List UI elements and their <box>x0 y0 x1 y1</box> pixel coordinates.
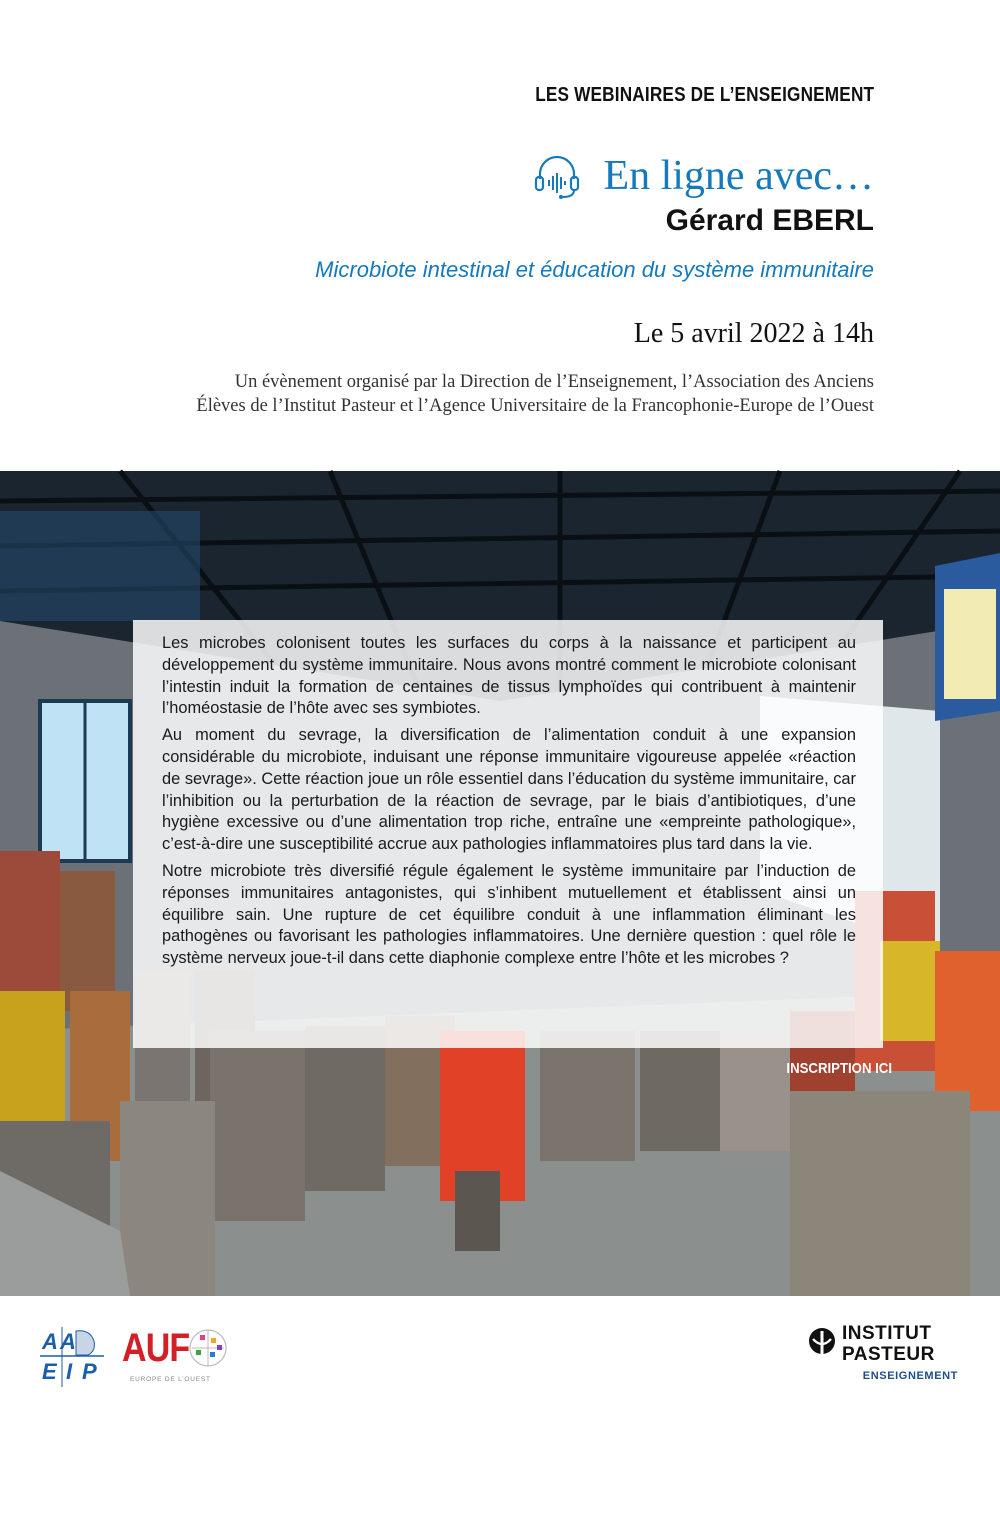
abstract-box <box>133 620 883 1048</box>
pasteur-line-1: INSTITUT <box>842 1323 932 1344</box>
organizer-statement <box>114 370 874 418</box>
auf-logo <box>122 1326 232 1386</box>
speaker-name: Gérard EBERL <box>665 204 874 237</box>
abstract-paragraph-1: Les microbes colonisent toutes les surfaces du corps à la naissance et participent au développement du système immunitaire. Nous avons montré comment le microbiote colonisant l’intestin induit la formation de centaines de tissus lymphoïdes qui contribuent à maintenir l’homéostasie de l’hôte avec ses symbiotes. <box>162 634 856 718</box>
organizer-line-2: Élèves de l’Institut Pasteur et l’Agence Universitaire de la Francophonie-Europe de l’Ouest <box>196 396 874 416</box>
headline <box>531 150 874 202</box>
abstract-paragraph-2: Au moment du sevrage, la diversification de l’alimentation conduit à une expansion considérable du microbiote, induisant une réponse immunitaire vigoureuse appelée «réaction de sevrage». Cette réaction joue un rôle essentiel dans l’éducation du système immunitaire, car l’inhibition ou la perturbation de la réaction de sevrage, par le biais d’antibiotiques, d’une hygiène excessive ou d’une alimentation trop riche, entraîne une «empreinte pathologique», c’est-à-dire une susceptibilité accrue aux pathologies inflammatoires plus tard dans la vie. <box>162 726 856 854</box>
pasteur-line-2: PASTEUR <box>842 1344 935 1365</box>
talk-topic: Microbiote intestinal et éducation du système immunitaire <box>315 257 874 282</box>
aaeip-letter-p: P <box>82 1359 97 1384</box>
series-title: LES WEBINAIRES DE L’ENSEIGNEMENT <box>534 84 874 106</box>
aaeip-letter-e: E <box>42 1359 57 1384</box>
auf-subtitle: EUROPE DE L’OUEST <box>130 1376 211 1383</box>
pasteur-emblem-icon <box>808 1327 836 1363</box>
headline-text: En ligne avec… <box>603 153 874 199</box>
auf-wordmark: AUF <box>122 1326 190 1370</box>
auf-network-icon <box>186 1326 230 1370</box>
aaeip-logo <box>40 1327 104 1387</box>
aaeip-letter-a1: A <box>42 1329 58 1354</box>
register-link[interactable]: INSCRIPTION ICI <box>786 1060 892 1077</box>
aaeip-letter-a2: A <box>60 1329 76 1354</box>
aaeip-letter-i: I <box>66 1359 73 1384</box>
photo-credit: © Institut Pasteur <box>108 1421 123 1521</box>
institut-pasteur-logo <box>808 1323 958 1383</box>
pasteur-subtitle: ENSEIGNEMENT <box>862 1370 958 1382</box>
abstract-paragraph-3: Notre microbiote très diversifié régule également le système immunitaire par l’induction de réponses immunitaires antagonistes, qui s’inhibent mutuellement et établissent ainsi un équilibre sain. Une rupture de cet équilibre conduit à une inflammation éliminant les pathogènes ou favorisant les pathologies inflammatoires. Une dernière question : quel rôle le système nerveux joue-t-il dans cette diaphonie complexe entre l’hôte et les microbes ? <box>162 861 856 968</box>
headset-icon <box>531 150 583 202</box>
organizer-line-1: Un évènement organisé par la Direction de l’Enseignement, l’Association des Anciens <box>234 372 874 392</box>
event-datetime: Le 5 avril 2022 à 14h <box>633 318 874 349</box>
